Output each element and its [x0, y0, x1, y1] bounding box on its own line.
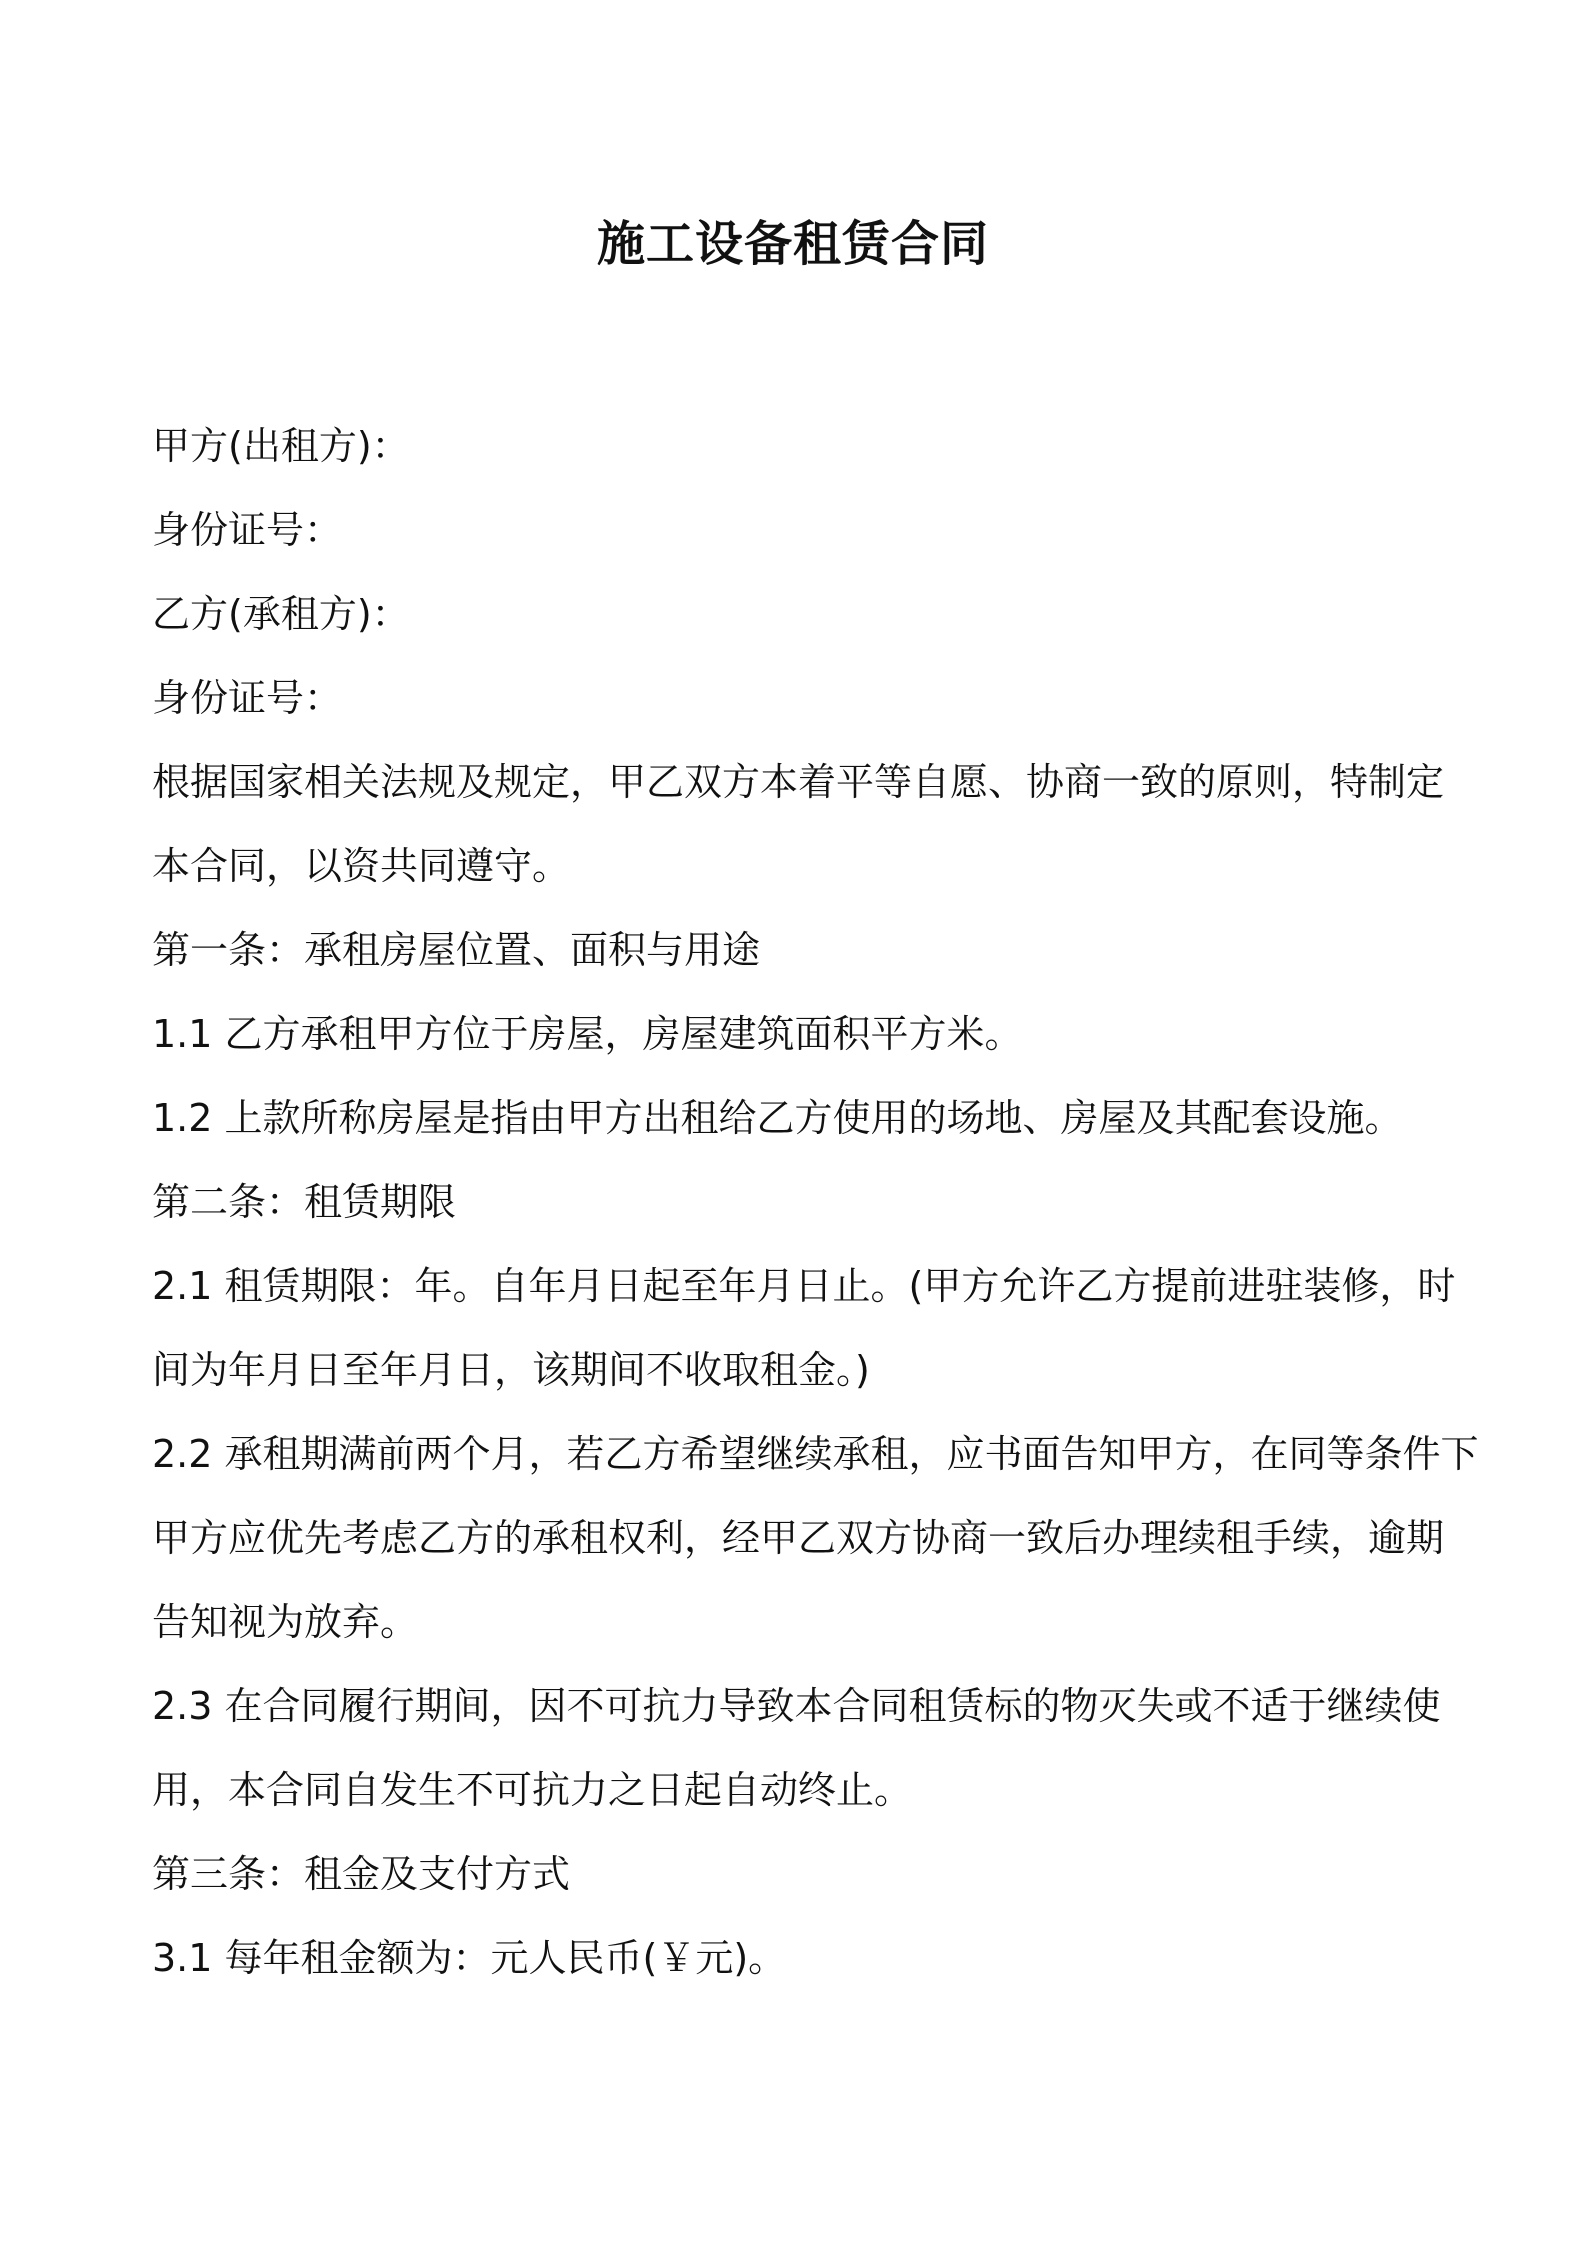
party-b-id-line: 身份证号： — [152, 676, 343, 720]
party-b-line: 乙方(承租方)： — [152, 592, 410, 636]
party-a-line: 甲方(出租方)： — [152, 424, 410, 468]
clause-2-2-line-1: 2.2 承租期满前两个月，若乙方希望继续承租，应书面告知甲方，在同等条件下 — [152, 1432, 1479, 1476]
clause-2-3-line-2: 用，本合同自发生不可抗力之日起自动终止。 — [152, 1768, 913, 1812]
clause-2-2-line-2: 甲方应优先考虑乙方的承租权利，经甲乙双方协商一致后办理续租手续，逾期 — [152, 1516, 1445, 1560]
article-3-heading: 第三条：租金及支付方式 — [152, 1852, 571, 1896]
clause-1-1: 1.1 乙方承租甲方位于房屋，房屋建筑面积平方米。 — [152, 1012, 1023, 1056]
clause-2-1-line-2: 间为年月日至年月日，该期间不收取租金。) — [152, 1348, 870, 1392]
clause-1-2: 1.2 上款所称房屋是指由甲方出租给乙方使用的场地、房屋及其配套设施。 — [152, 1096, 1403, 1140]
clause-2-3-line-1: 2.3 在合同履行期间，因不可抗力导致本合同租赁标的物灭失或不适于继续使 — [152, 1684, 1441, 1728]
document-title: 施工设备租赁合同 — [596, 216, 989, 272]
clause-2-2-line-3: 告知视为放弃。 — [152, 1600, 419, 1644]
article-1-heading: 第一条：承租房屋位置、面积与用途 — [152, 928, 761, 972]
article-2-heading: 第二条：租赁期限 — [152, 1180, 457, 1224]
clause-3-1: 3.1 每年租金额为：元人民币(￥元)。 — [152, 1936, 787, 1980]
preamble-line-1: 根据国家相关法规及规定，甲乙双方本着平等自愿、协商一致的原则，特制定 — [152, 760, 1445, 804]
party-a-id-line: 身份证号： — [152, 508, 343, 552]
clause-2-1-line-1: 2.1 租赁期限：年。自年月日起至年月日止。(甲方允许乙方提前进驻装修，时 — [152, 1264, 1456, 1308]
document-body — [152, 404, 1479, 2000]
preamble-line-2: 本合同，以资共同遵守。 — [152, 844, 571, 888]
